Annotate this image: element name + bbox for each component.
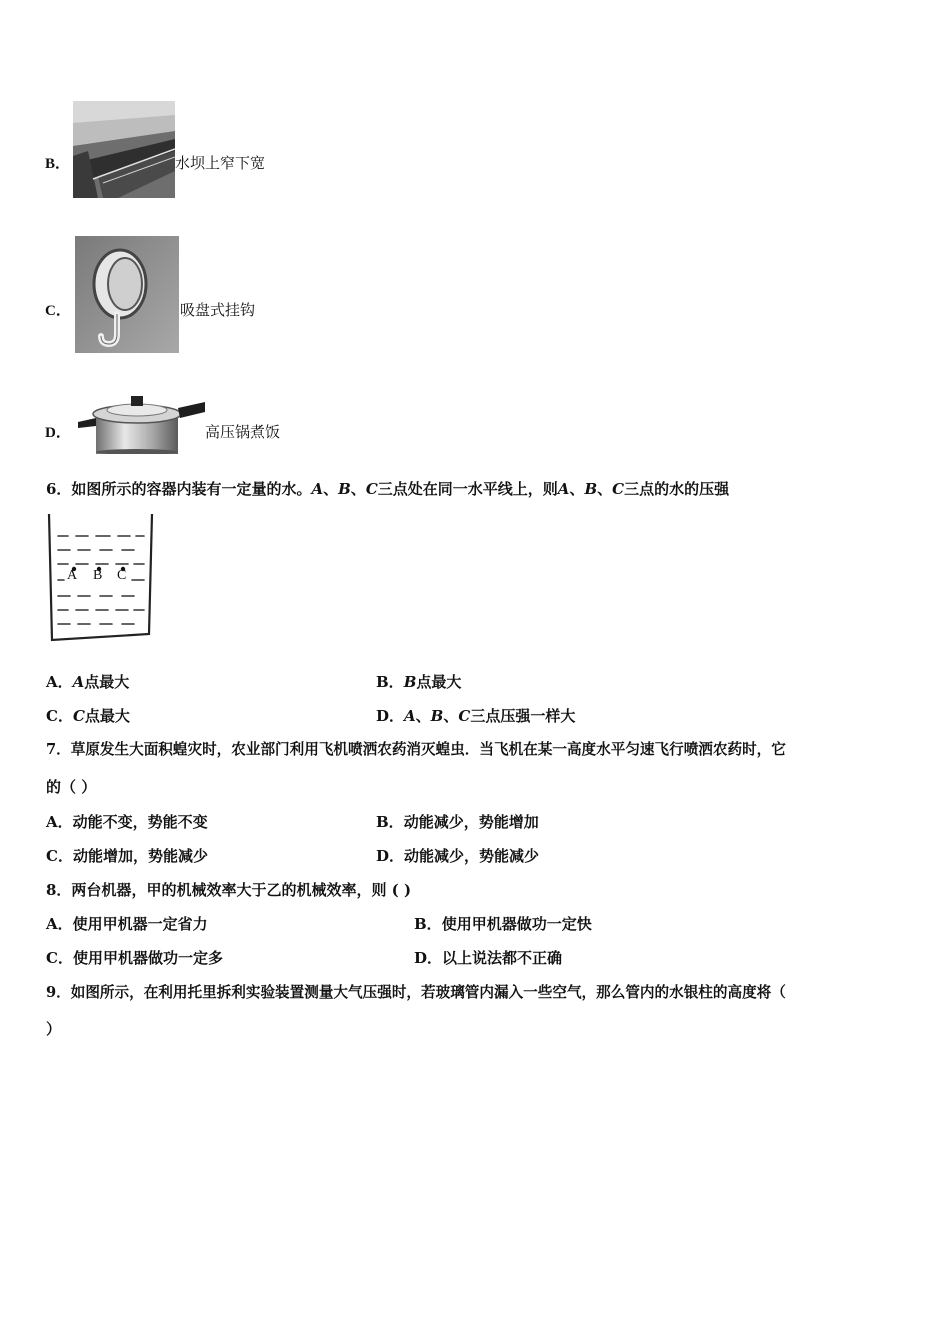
option-letter: D． bbox=[376, 847, 405, 865]
q9-stem-line2: ） bbox=[46, 1020, 62, 1038]
option-caption: 水坝上窄下宽 bbox=[175, 154, 266, 172]
sep: 、 bbox=[443, 707, 459, 725]
q7-stem-line2: 的（ ） bbox=[46, 778, 97, 796]
option-letter: B． bbox=[376, 813, 404, 831]
option-letter: B． bbox=[45, 156, 71, 172]
option-text: 以上说法都不正确 bbox=[442, 949, 563, 967]
var-a: A bbox=[557, 480, 570, 498]
q8-option-b bbox=[414, 914, 592, 934]
option-text: 动能增加，势能减少 bbox=[72, 847, 208, 865]
option-text: 点最大 bbox=[84, 707, 130, 725]
option-text: 动能减少，势能减少 bbox=[404, 847, 540, 865]
var-b: B bbox=[338, 480, 351, 498]
q7-option-c bbox=[46, 846, 208, 866]
option-letter: A． bbox=[46, 813, 73, 831]
sep: 、 bbox=[415, 707, 431, 725]
var: A bbox=[404, 707, 416, 725]
label-c: C bbox=[117, 568, 127, 583]
option-caption: 吸盘式挂钩 bbox=[180, 301, 256, 319]
stem-text: 6．如图所示的容器内装有一定量的水。 bbox=[46, 480, 312, 498]
sep: 、 bbox=[350, 480, 366, 498]
suction-hook-photo bbox=[75, 236, 179, 353]
q6-option-a bbox=[46, 672, 129, 692]
q6-stem bbox=[46, 479, 729, 499]
option-letter: D． bbox=[45, 425, 71, 441]
option-letter: A． bbox=[46, 673, 73, 691]
stem-text: 三点处在同一水平线上，则 bbox=[377, 480, 558, 498]
var-a: A bbox=[311, 480, 324, 498]
option-letter: D． bbox=[376, 707, 405, 725]
q6-option-c bbox=[46, 706, 130, 726]
q6-option-b bbox=[376, 672, 461, 692]
var: B bbox=[430, 707, 444, 725]
sep: 、 bbox=[569, 480, 585, 498]
sep: 、 bbox=[323, 480, 339, 498]
container-figure bbox=[44, 512, 156, 644]
option-text: 三点压强一样大 bbox=[470, 707, 576, 725]
option-letter: C． bbox=[46, 847, 73, 865]
q8-option-a bbox=[46, 914, 208, 934]
stem-text: 三点的水的压强 bbox=[624, 480, 730, 498]
option-text: 点最大 bbox=[84, 673, 130, 691]
option-letter: D． bbox=[414, 949, 443, 967]
option-text: 点最大 bbox=[416, 673, 462, 691]
q6-option-d bbox=[376, 706, 575, 726]
var: B bbox=[403, 673, 417, 691]
option-text: 动能减少，势能增加 bbox=[403, 813, 539, 831]
var-b: B bbox=[584, 480, 598, 498]
option-letter: B． bbox=[376, 673, 404, 691]
q8-option-c bbox=[46, 948, 223, 968]
option-letter: A． bbox=[46, 915, 73, 933]
option-letter: B． bbox=[414, 915, 442, 933]
var-c: C bbox=[612, 480, 625, 498]
q7-option-b bbox=[376, 812, 539, 832]
q8-stem: 8．两台机器，甲的机械效率大于乙的机械效率，则 ( ) bbox=[46, 881, 412, 899]
var: A bbox=[72, 673, 85, 691]
var: C bbox=[458, 707, 471, 725]
var-c: C bbox=[365, 480, 378, 498]
q7-stem-line1: 7．草原发生大面积蝗灾时，农业部门利用飞机喷洒农药消灭蝗虫．当飞机在某一高度水平匀速飞行喷洒农药时，它 bbox=[46, 741, 786, 758]
option-letter: C． bbox=[46, 707, 73, 725]
option-text: 使用甲机器做功一定快 bbox=[441, 915, 592, 933]
option-text: 使用甲机器做功一定多 bbox=[72, 949, 223, 967]
sep: 、 bbox=[597, 480, 613, 498]
option-letter: C． bbox=[46, 949, 73, 967]
q7-option-d bbox=[376, 846, 539, 866]
option-text: 动能不变，势能不变 bbox=[72, 813, 208, 831]
var: C bbox=[72, 707, 85, 725]
option-letter: C． bbox=[45, 303, 71, 319]
dam-photo bbox=[73, 101, 175, 198]
label-b: B bbox=[93, 568, 103, 583]
q8-option-d bbox=[414, 948, 562, 968]
q9-stem-line1: 9．如图所示，在利用托里拆利实验装置测量大气压强时，若玻璃管内漏入一些空气，那么管内的水银柱的高度将（ bbox=[46, 984, 786, 1001]
option-text: 使用甲机器一定省力 bbox=[72, 915, 208, 933]
label-a: A bbox=[67, 568, 78, 583]
q7-option-a bbox=[46, 812, 208, 832]
option-caption: 高压锅煮饭 bbox=[205, 423, 281, 441]
pressure-cooker-photo bbox=[78, 392, 206, 454]
